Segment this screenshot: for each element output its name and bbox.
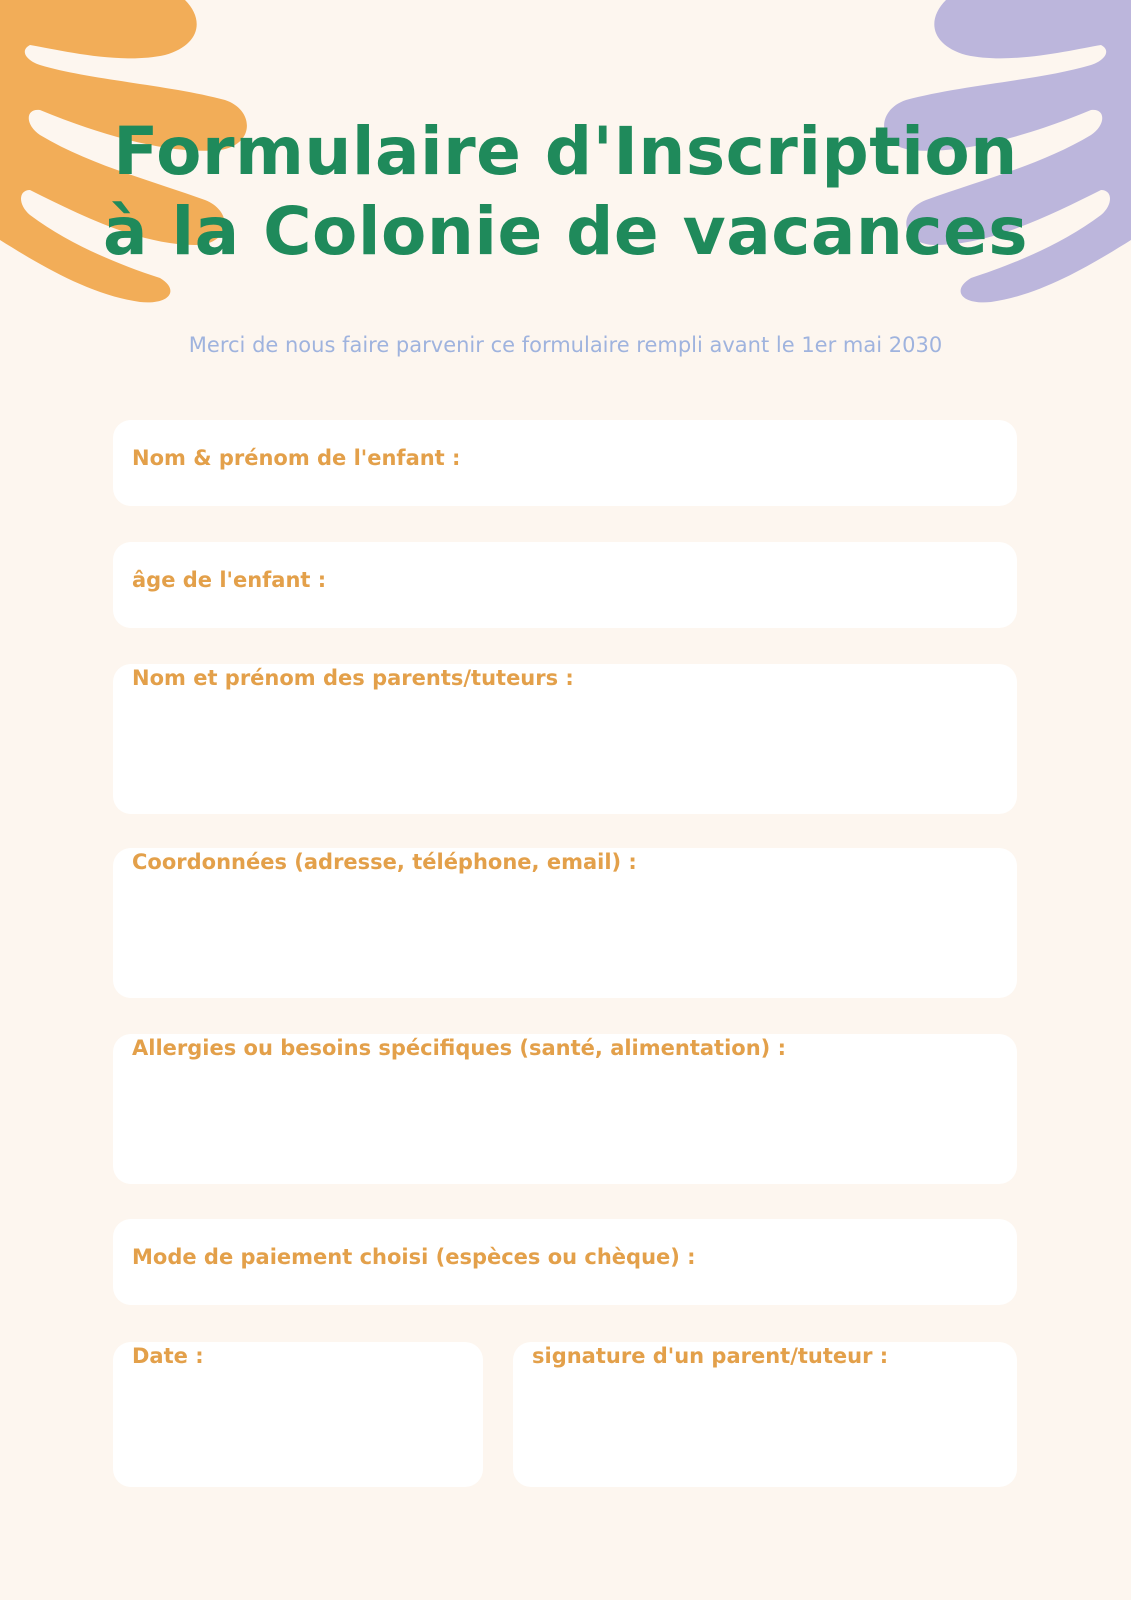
- payment-method-label: Mode de paiement choisi (espèces ou chèque) :: [132, 1245, 696, 1269]
- child-age-label: âge de l'enfant :: [132, 568, 327, 592]
- page-subtitle: Merci de nous faire parvenir ce formulaire rempli avant le 1er mai 2030: [188, 333, 943, 357]
- contact-details-label: Coordonnées (adresse, téléphone, email) :: [132, 850, 637, 874]
- date-label: Date :: [132, 1344, 204, 1368]
- page-title: [0, 112, 1131, 272]
- parents-name-field[interactable]: [113, 664, 1017, 814]
- contact-details-field[interactable]: [113, 848, 1017, 998]
- child-name-label: Nom & prénom de l'enfant :: [132, 446, 461, 470]
- title-line-1: Formulaire d'Inscription: [113, 113, 1018, 190]
- date-field[interactable]: [113, 1342, 483, 1487]
- allergies-label: Allergies ou besoins spécifiques (santé, alimentation) :: [132, 1036, 786, 1060]
- parents-name-label: Nom et prénom des parents/tuteurs :: [132, 666, 574, 690]
- signature-label: signature d'un parent/tuteur :: [532, 1344, 889, 1368]
- child-name-field[interactable]: [113, 420, 1017, 506]
- payment-method-field[interactable]: [113, 1219, 1017, 1305]
- signature-field[interactable]: [513, 1342, 1017, 1487]
- child-age-field[interactable]: [113, 542, 1017, 628]
- title-line-2: à la Colonie de vacances: [102, 193, 1029, 270]
- allergies-field[interactable]: [113, 1034, 1017, 1184]
